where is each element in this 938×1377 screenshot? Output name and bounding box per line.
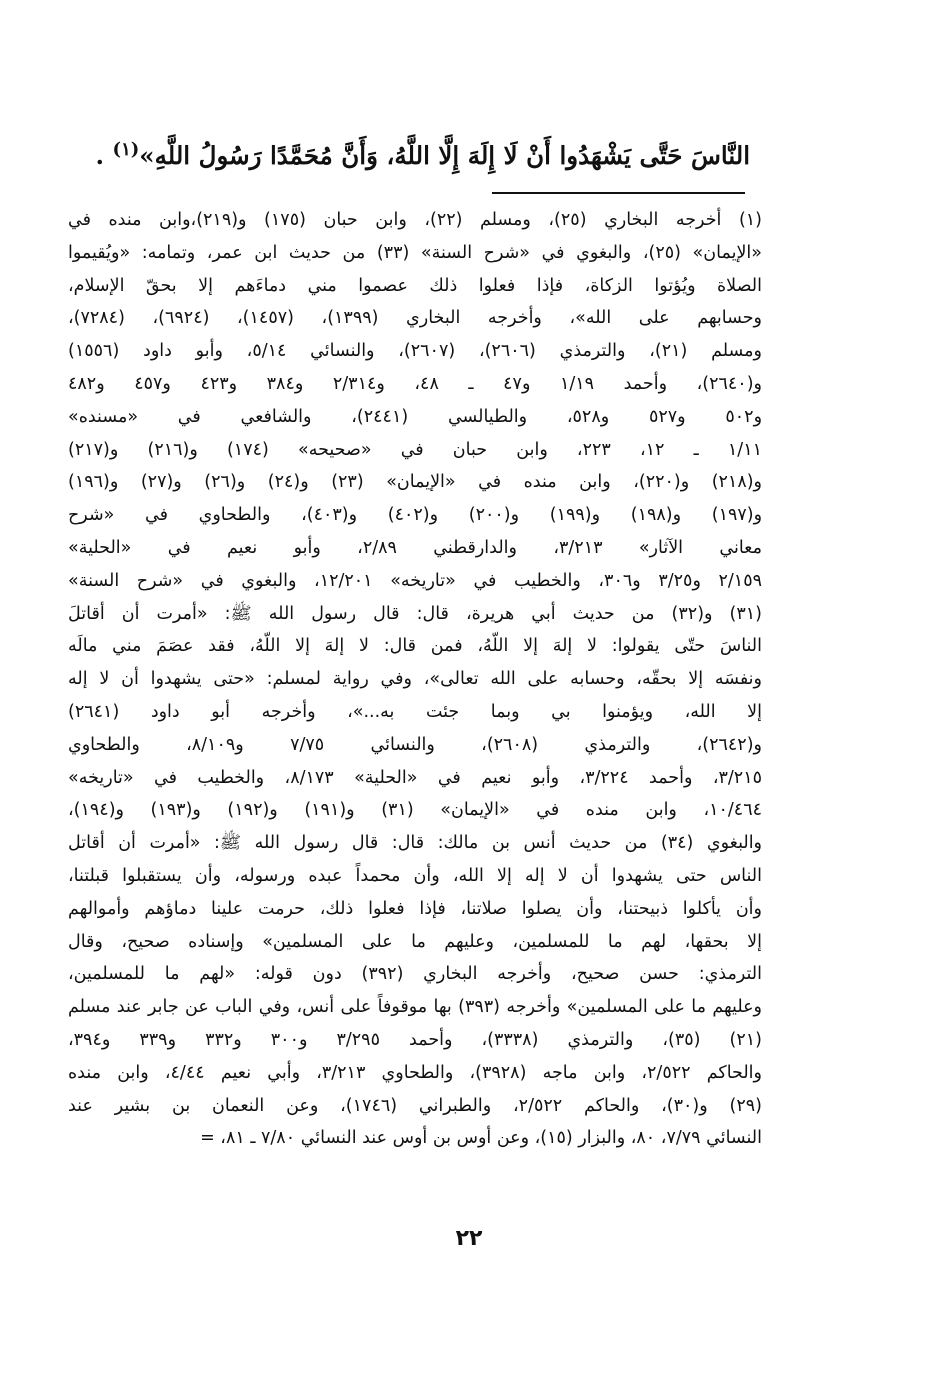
footnote-line: و(٢١٨) و(٢٢٠)، وابن منده في «الإيمان» (٢٣) و(٢٤) و(٢٦) و(٢٧) و(١٩٦)	[68, 472, 762, 493]
footnote-line: ٢/١٥٩ و٣/٢٥ و٣٠٦، والخطيب في «تاريخه» ١٢/٢٠١، والبغوي في «شرح السنة»	[68, 570, 762, 591]
footnote-line: وحسابهم على الله»، وأخرجه البخاري (١٣٩٩)، (١٤٥٧)، (٦٩٢٤)، (٧٢٨٤)،	[68, 308, 762, 329]
footnote-line: إلا الله، ويؤمنوا بي وبما جئت به...»، وأخرجه أبو داود (٢٦٤١)	[68, 701, 762, 722]
footnote-line: والحاكم ٢/٥٢٢، وابن ماجه (٣٩٢٨)، والطحاوي ٣/٢١٣، وأبي نعيم ٤/٤٤، وابن منده	[68, 1062, 762, 1083]
footnote-line: (٣١) و(٣٢) من حديث أبي هريرة، قال: قال رسول الله ﷺ: «أمرت أن أقاتلَ	[68, 603, 762, 624]
footnote-line: «الإيمان» (٢٥)، والبغوي في «شرح السنة» (٣٣) من حديث ابن عمر، وتمامه: «ويُقيموا	[68, 242, 762, 263]
footnote-line: وعليهم ما على المسلمين» وأخرجه (٣٩٣) بها موقوفاً على أنس، وفي الباب عن جابر عند مسلم	[68, 997, 762, 1018]
footnote-line: معاني الآثار» ٣/٢١٣، والدارقطني ٢/٨٩، وأبو نعيم في «الحلية»	[68, 537, 762, 558]
footnotes-block	[68, 204, 762, 1155]
footnote-separator	[492, 192, 745, 194]
hadith-text: النَّاسَ حَتَّى يَشْهَدُوا أَنْ لَا إِلَهَ إِلَّا اللَّهُ، وَأَنَّ مُحَمَّدًا رَسُولُ اللَّهِ»	[139, 141, 750, 171]
footnote-line: ١٠/٤٦٤، وابن منده في «الإيمان» (٣١) و(١٩١) و(١٩٢) و(١٩٣) و(١٩٤)،	[68, 800, 762, 821]
footnote-line: والبغوي (٣٤) من حديث أنس بن مالك: قال: قال رسول الله ﷺ: «أمرت أن أقاتل	[68, 833, 762, 854]
footnote-line: و(١٩٧) و(١٩٨) و(١٩٩) و(٢٠٠) و(٤٠٢) و(٤٠٣)، والطحاوي في «شرح	[68, 505, 762, 526]
footnote-line: و(٢٦٤٠)، وأحمد ١/١٩ و٤٧ ـ ٤٨، و٢/٣١٤ و٣٨٤ و٤٢٣ و٤٥٧ و٤٨٢	[68, 373, 762, 394]
footnote-line: (٢٩) و(٣٠)، والحاكم ٢/٥٢٢، والطبراني (١٧٤٦)، وعن النعمان بن بشير عند	[68, 1095, 762, 1116]
footnote-line: و٥٠٢ و٥٢٧ و٥٢٨، والطيالسي (٢٤٤١)، والشافعي في «مسنده»	[68, 406, 762, 427]
footnote-line: الناس حتى يشهدوا أن لا إله إلا الله، وأن محمداً عبده ورسوله، وأن يستقبلوا قبلتنا،	[68, 865, 762, 886]
page-number: ٢٢	[455, 1226, 483, 1251]
footnote-line: ونفسَه إلا بحقّه، وحسابه على الله تعالى»، وفي رواية لمسلم: «حتى يشهدوا أن لا إله	[68, 669, 762, 690]
footnote-line: الناسَ حتّى يقولوا: لا إلهَ إلا اللّهُ، فمن قال: لا إلهَ إلا اللّهُ، فقد عصَمَ مني مالَه	[68, 636, 762, 657]
footnote-line: ١/١١ ـ ١٢، ٢٢٣، وابن حبان في «صحيحه» (١٧٤) و(٢١٦) و(٢١٧)	[68, 439, 762, 460]
footnote-line: إلا بحقها، لهم ما للمسلمين، وعليهم ما على المسلمين» وإسناده صحيح، وقال	[68, 931, 762, 952]
footnote-line: ٣/٢١٥، وأحمد ٣/٢٢٤، وأبو نعيم في «الحلية» ٨/١٧٣، والخطيب في «تاريخه»	[68, 767, 762, 788]
footnote-line: الترمذي: حسن صحيح، وأخرجه البخاري (٣٩٢) دون قوله: «لهم ما للمسلمين،	[68, 964, 762, 985]
footnote-mark: (١)	[112, 139, 140, 160]
main-text-line	[90, 118, 750, 188]
footnote-line: الصلاة ويُؤتوا الزكاة، فإذا فعلوا ذلك عصموا مني دماءَهم إلا بحقّ الإسلام،	[68, 275, 762, 296]
footnote-line: (٢١) (٣٥)، والترمذي (٣٣٣٨)، وأحمد ٣/٢٩٥ و٣٠٠ و٣٣٢ و٣٣٩ و٣٩٤،	[68, 1029, 762, 1050]
footnote-line: النسائي ٧/٧٩، ٨٠، والبزار (١٥)، وعن أوس بن أوس عند النسائي ٧/٨٠ ـ ٨١، =	[200, 1128, 762, 1149]
footnote-line: ومسلم (٢١)، والترمذي (٢٦٠٦)، (٢٦٠٧)، والنسائي ٥/١٤، وأبو داود (١٥٥٦)	[68, 341, 762, 362]
footnote-line: (١) أخرجه البخاري (٢٥)، ومسلم (٢٢)، وابن حبان (١٧٥) و(٢١٩)،وابن منده في	[68, 210, 762, 230]
main-text-end: .	[95, 141, 113, 171]
footnote-line: وأن يأكلوا ذبيحتنا، وأن يصلوا صلاتنا، فإذا فعلوا ذلك، حرمت علينا دماؤهم وأموالهم	[68, 898, 762, 919]
footnote-line: و(٢٦٤٢)، والترمذي (٢٦٠٨)، والنسائي ٧/٧٥ و٨/١٠٩، والطحاوي	[68, 734, 762, 755]
